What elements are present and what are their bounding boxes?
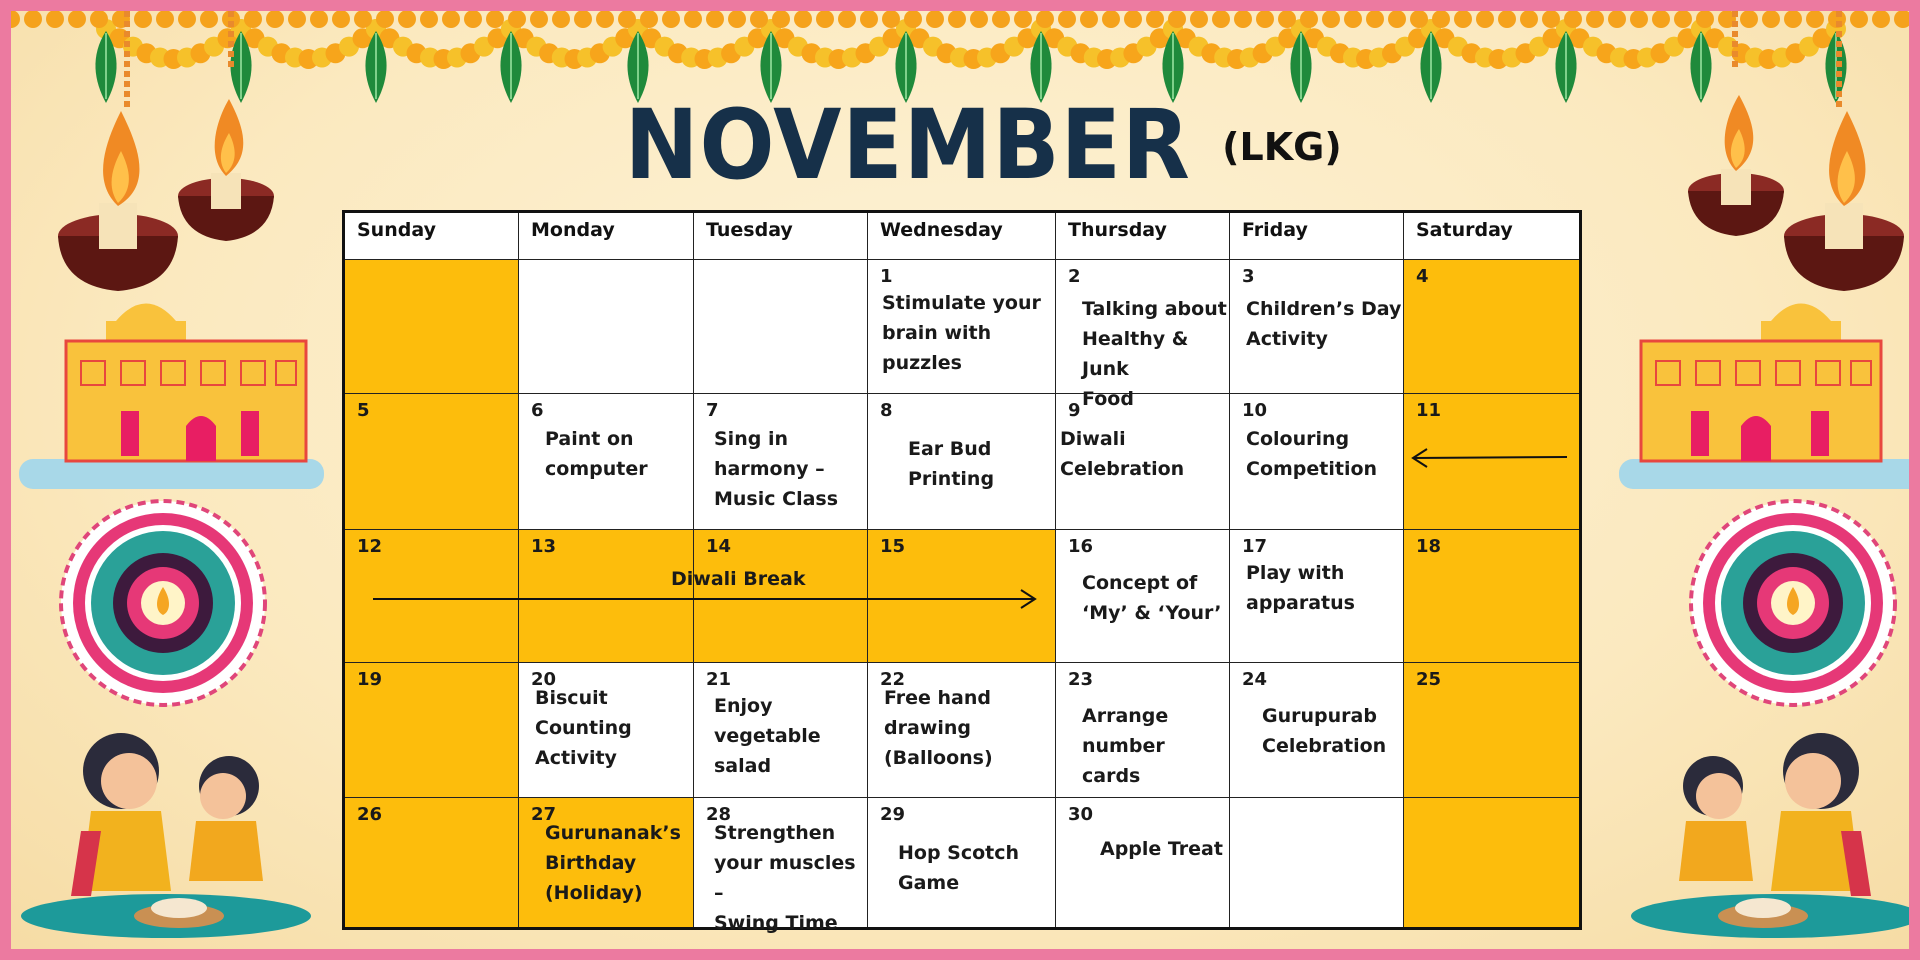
- date-number: 15: [880, 536, 906, 557]
- date-number: 26: [357, 804, 383, 825]
- day-header-sunday: Sunday: [345, 213, 519, 260]
- activity-text: Enjoy vegetable salad: [714, 695, 821, 777]
- date-number: 18: [1416, 536, 1442, 557]
- date-number: 20: [531, 669, 557, 690]
- day-cell: [694, 530, 868, 663]
- day-header-friday: Friday: [1230, 213, 1404, 260]
- date-number: 17: [1242, 536, 1268, 557]
- date-number: 16: [1068, 536, 1094, 557]
- activity-text: Apple Treat: [1100, 838, 1223, 860]
- day-cell: [868, 394, 1056, 530]
- day-cell: [1230, 530, 1404, 663]
- activity-text: Biscuit Counting Activity: [535, 687, 632, 769]
- day-cell: [1230, 663, 1404, 798]
- date-number: 4: [1416, 266, 1429, 287]
- activity-text: Talking about Healthy & Junk Food: [1082, 298, 1227, 410]
- date-number: 27: [531, 804, 557, 825]
- month-title: NOVEMBER: [624, 89, 1192, 201]
- day-header-saturday: Saturday: [1404, 213, 1579, 260]
- day-cell: [345, 394, 519, 530]
- date-number: 19: [357, 669, 383, 690]
- title-block: [11, 89, 1920, 201]
- rangoli-icon: [1691, 501, 1895, 705]
- day-cell: [345, 530, 519, 663]
- activity-text: Paint on computer: [545, 428, 648, 480]
- day-cell: [1056, 530, 1230, 663]
- activity-text: Gurunanak’s Birthday (Holiday): [545, 822, 681, 904]
- golden-temple-icon: [19, 304, 324, 490]
- date-number: 7: [706, 400, 719, 421]
- children-illustration: [1631, 733, 1920, 938]
- day-header-thursday: Thursday: [1056, 213, 1230, 260]
- diwali-break-label: Diwali Break: [671, 568, 806, 590]
- day-cell: [1056, 394, 1230, 530]
- day-cell: [1230, 798, 1404, 927]
- date-number: 10: [1242, 400, 1268, 421]
- activity-text: Ear Bud Printing: [908, 438, 995, 490]
- day-cell: [345, 798, 519, 927]
- activity-text: Colouring Competition: [1246, 428, 1378, 480]
- day-cell: [694, 663, 868, 798]
- day-cell: [519, 798, 694, 927]
- day-cell: [868, 663, 1056, 798]
- date-number: 3: [1242, 266, 1255, 287]
- date-number: 21: [706, 669, 732, 690]
- class-label: (LKG): [1222, 125, 1342, 169]
- day-cell: [868, 530, 1056, 663]
- day-cell: [345, 663, 519, 798]
- date-number: 30: [1068, 804, 1094, 825]
- day-cell: [519, 530, 694, 663]
- activity-text: Play with apparatus: [1246, 562, 1355, 614]
- activity-text: Strengthen your muscles – Swing Time: [714, 822, 856, 934]
- date-number: 23: [1068, 669, 1094, 690]
- date-number: 5: [357, 400, 370, 421]
- activity-text: Diwali Celebration: [1060, 428, 1185, 480]
- day-header-wednesday: Wednesday: [868, 213, 1056, 260]
- day-cell: [694, 394, 868, 530]
- date-number: 9: [1068, 400, 1081, 421]
- children-illustration: [21, 733, 311, 938]
- day-cell: [1404, 798, 1579, 927]
- date-number: 24: [1242, 669, 1268, 690]
- day-cell: [519, 663, 694, 798]
- date-number: 1: [880, 266, 893, 287]
- date-number: 25: [1416, 669, 1442, 690]
- activity-text: Free hand drawing (Balloons): [884, 687, 993, 769]
- day-header-tuesday: Tuesday: [694, 213, 868, 260]
- calendar-grid: [342, 210, 1582, 934]
- day-cell: [868, 798, 1056, 927]
- activity-text: Children’s Day Activity: [1246, 298, 1402, 350]
- date-number: 12: [357, 536, 383, 557]
- activity-text: Concept of ‘My’ & ‘Your’: [1082, 572, 1222, 624]
- day-cell: [1404, 530, 1579, 663]
- day-cell: [694, 260, 868, 394]
- day-cell: [868, 260, 1056, 394]
- activity-text: Arrange number cards: [1082, 705, 1169, 787]
- date-number: 22: [880, 669, 906, 690]
- day-cell: [1230, 260, 1404, 394]
- date-number: 11: [1416, 400, 1442, 421]
- day-cell: [519, 394, 694, 530]
- date-number: 28: [706, 804, 732, 825]
- date-number: 6: [531, 400, 544, 421]
- day-cell: [1230, 394, 1404, 530]
- day-cell: [1056, 798, 1230, 927]
- rangoli-icon: [61, 501, 265, 705]
- activity-text: Sing in harmony – Music Class: [714, 428, 839, 510]
- activity-text: Hop Scotch Game: [898, 842, 1020, 894]
- day-cell: [1404, 394, 1579, 530]
- day-cell: [694, 798, 868, 934]
- date-number: 13: [531, 536, 557, 557]
- day-cell: [519, 260, 694, 394]
- day-cell: [345, 260, 519, 394]
- day-header-monday: Monday: [519, 213, 694, 260]
- day-cell: [1056, 663, 1230, 798]
- date-number: 14: [706, 536, 732, 557]
- golden-temple-icon: [1619, 304, 1920, 490]
- activity-text: Gurupurab Celebration: [1262, 705, 1387, 757]
- activity-text: Stimulate your brain with puzzles: [882, 292, 1041, 374]
- date-number: 2: [1068, 266, 1081, 287]
- day-cell: [1404, 663, 1579, 798]
- date-number: 29: [880, 804, 906, 825]
- day-cell: [1056, 260, 1230, 410]
- day-cell: [1404, 260, 1579, 394]
- date-number: 8: [880, 400, 893, 421]
